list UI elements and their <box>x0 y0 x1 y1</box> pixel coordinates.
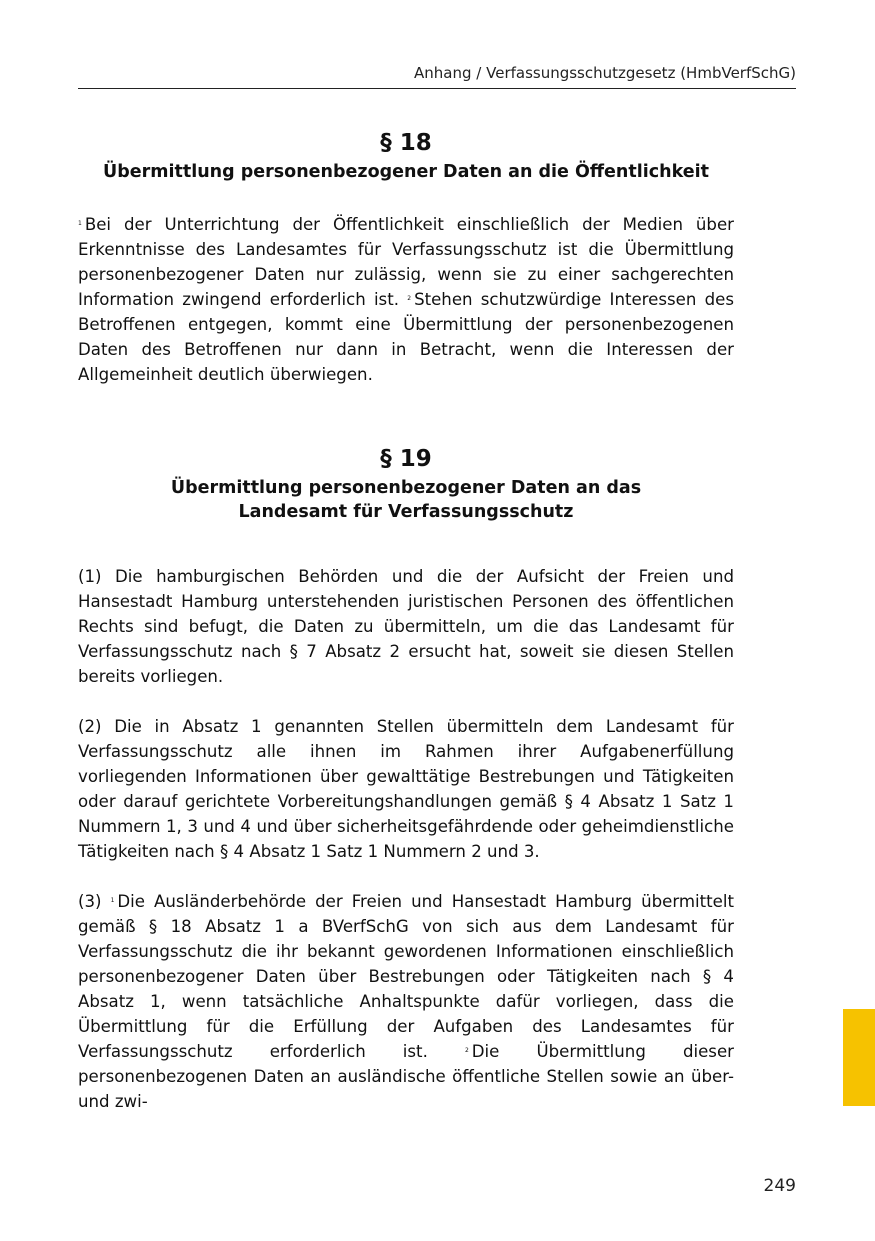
paragraph-3 <box>78 889 734 1114</box>
sentence-number: 1 <box>78 219 82 227</box>
sentence-text: Stehen schutzwürdige Interessen des Betroffenen entgegen, kommt eine Übermittlung der personenbezogenen Daten des Betroffenen nur dann in Betracht, wenn die Interessen der Allgemeinheit deutlich überwiegen. <box>78 290 734 384</box>
page-number: 249 <box>763 1176 796 1196</box>
page-content <box>78 126 734 1114</box>
section-title: Übermittlung personenbezogener Daten an die Öffentlichkeit <box>103 162 709 182</box>
paragraph-2: (2) Die in Absatz 1 genannten Stellen übermitteln dem Landesamt für Verfassungsschutz alle ihnen im Rahmen ihrer Aufgabenerfüllung vorliegenden Informationen über gewalttätige Bestrebungen und Tätigkeiten oder darauf gerichtete Vorbereitungshandlungen gemäß § 4 Absatz 1 Satz 1 Nummern 1, 3 und 4 und über sicherheitsgefährdende oder geheimdienstliche Tätigkeiten nach § 4 Absatz 1 Satz 1 Nummern 2 und 3. <box>78 717 734 861</box>
section-number: § 18 <box>380 130 432 156</box>
sentence-text: Bei der Unterrichtung der Öffentlichkeit einschließlich der Medien über Erkenntnisse des Landesamtes für Verfassungsschutz ist die Übermittlung personenbezogener Daten nur zulässig, wenn sie zu einer sachgerechten Information zwingend erforderlich ist. <box>78 215 734 309</box>
section-title-line: Landesamt für Verfassungsschutz <box>238 502 574 522</box>
sentence-number: 1 <box>110 896 115 904</box>
paragraph-label: (3) <box>78 892 102 911</box>
sentence-text: Die Übermittlung dieser personenbezogenen Daten an ausländische öffentliche Stellen sowie an über- und zwi- <box>78 1042 734 1111</box>
section-number: § 19 <box>380 446 432 472</box>
paragraph-1: (1) Die hamburgischen Behörden und die der Aufsicht der Freien und Hansestadt Hamburg unterstehenden juristischen Personen des öffentlichen Rechts sind befugt, die Daten zu übermitteln, um die das Landesamt für Verfassungsschutz nach § 7 Absatz 2 ersucht hat, soweit sie diesen Stellen bereits vorliegen. <box>78 567 734 686</box>
section-19 <box>78 442 734 1114</box>
chapter-thumb-tab <box>843 1009 875 1106</box>
section-title-line: Übermittlung personenbezogener Daten an das <box>170 478 642 498</box>
sentence-number: 2 <box>407 294 412 302</box>
section-title <box>78 476 734 524</box>
sentence-text: Die Ausländerbehörde der Freien und Hansestadt Hamburg übermittelt gemäß § 18 Absatz 1 a BVerfSchG von sich aus dem Landesamt für Verfassungsschutz die ihr bekannt gewordenen Informationen einschließlich personenbezogener Daten über Bestrebungen oder Tätigkeiten nach § 4 Absatz 1, wenn tatsächliche Anhaltspunkte dafür vorliegen, dass die Übermittlung für die Erfüllung der Aufgaben des Landesamtes für Verfassungsschutz erforderlich ist. <box>78 892 734 1061</box>
section-18-body <box>78 212 734 387</box>
running-header: Anhang / Verfassungsschutzgesetz (HmbVerfSchG) <box>414 64 796 82</box>
header-rule <box>78 88 796 89</box>
section-18 <box>78 126 734 387</box>
sentence-number: 2 <box>464 1046 469 1054</box>
